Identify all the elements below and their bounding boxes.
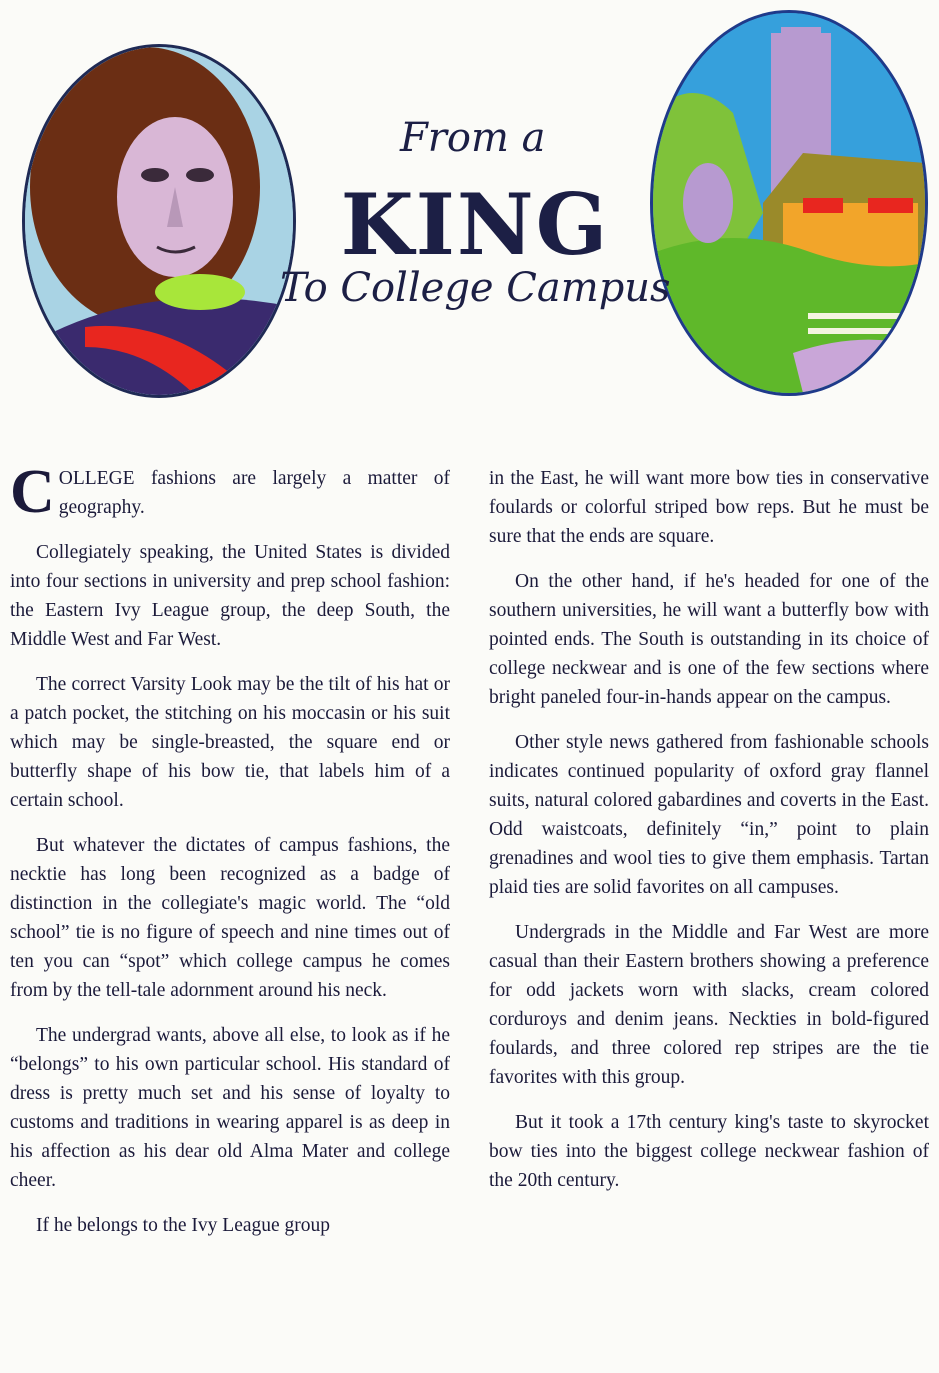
paragraph: But whatever the dictates of campus fashions, the necktie has long been recognized as a badge of distinction in the collegiate's magic world. The “old school” tie is no figure of speech and nine times out of ten you can “spot” which college campus he comes from by the tell-tale adornment around his neck. (10, 835, 450, 1001)
paragraph-continued: in the East, he will want more bow ties in conservative foulards or colorful striped bow reps. But he must be sure that the ends are square. (489, 468, 929, 547)
paragraph: The undergrad wants, above all else, to look as if he “belongs” to his own particular school. His standard of dress is pretty much set and his sense of loyalty to customs and traditions in wearing apparel is as deep in his affection as his dear old Alma Mater and college cheer. (10, 1025, 450, 1191)
paragraph: Undergrads in the Middle and Far West are more casual than their Eastern brothers showing a preference for odd jackets worn with slacks, cream colored corduroys and denim jeans. Neckties in bold-figured foulards, and three colored rep stripes are the tie favorites with this group. (489, 922, 929, 1088)
paragraph: Other style news gathered from fashionable schools indicates continued popularity of oxford gray flannel suits, natural colored gabardines and coverts in the East. Odd waistcoats, definitely “in,” point to plain grenadines and wool ties to give them emphasis. Tartan plaid ties are solid favorites on all campuses. (489, 732, 929, 898)
article-left-column (10, 458, 450, 1256)
article-right-column (489, 464, 929, 1211)
paragraph: But it took a 17th century king's taste to skyrocket bow ties into the biggest college neckwear fashion of the 20th century. (489, 1112, 929, 1191)
paragraph: The correct Varsity Look may be the tilt of his hat or a patch pocket, the stitching on his moccasin or his suit which may be single-breasted, the square end or butterfly shape of his bow tie, that labels him of a certain school. (10, 674, 450, 811)
king-portrait-icon (25, 47, 293, 395)
paragraph: Collegiately speaking, the United States is divided into four sections in university and prep school fashion: the Eastern Ivy League group, the deep South, the Middle West and Far West. (10, 542, 450, 650)
campus-scene-icon (653, 13, 925, 393)
paragraph: If he belongs to the Ivy League group (36, 1215, 331, 1236)
article-title (270, 95, 670, 335)
title-king: KING (340, 175, 610, 274)
college-campus-illustration (650, 10, 928, 396)
title-from-a: From a (400, 115, 546, 161)
title-to-college-campus: To College Campus (280, 265, 671, 311)
paragraph: On the other hand, if he's headed for one of the southern universities, he will want a butterfly bow with pointed ends. The South is outstanding in its choice of college neckwear and is one of the few sections where bright paneled four-in-hands appear on the campus. (489, 571, 929, 708)
paragraph-intro (10, 458, 450, 526)
king-portrait-illustration (22, 44, 296, 398)
paragraph-text: OLLEGE fashions are largely a matter of geography. (58, 468, 450, 518)
drop-cap: C (10, 458, 55, 526)
